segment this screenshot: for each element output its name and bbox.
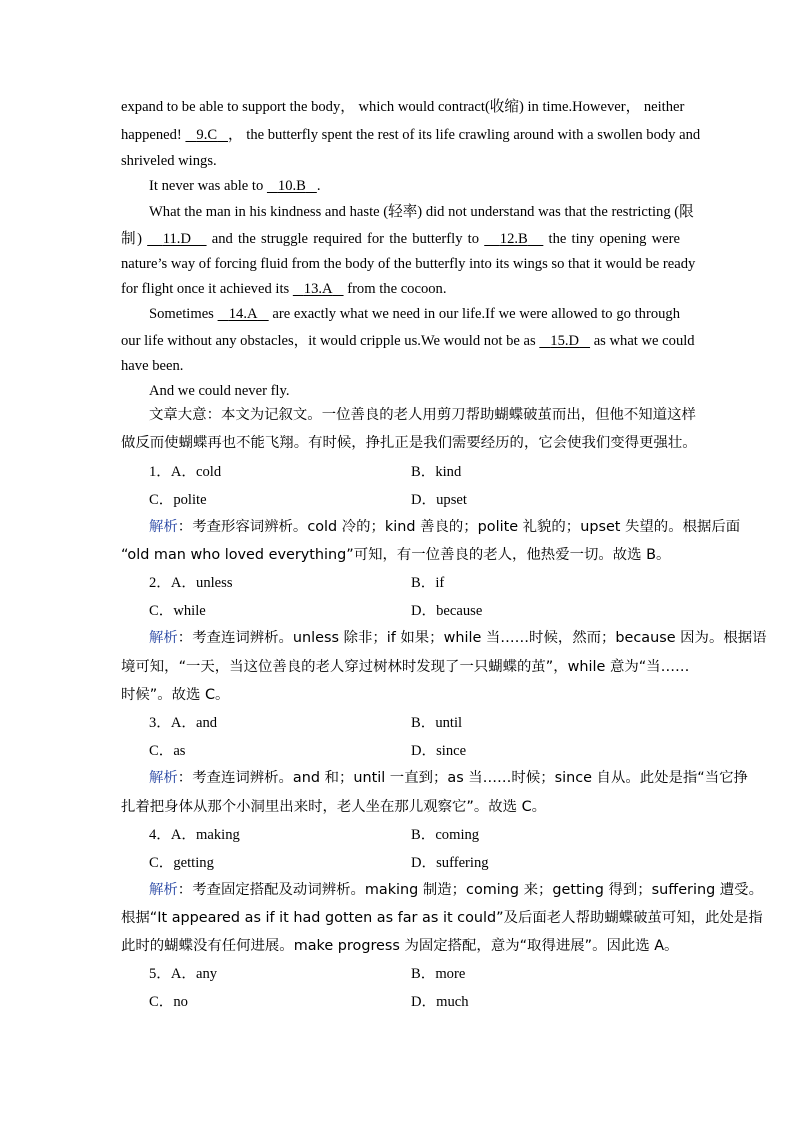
blank-answer-12: 12.B: [499, 231, 528, 247]
option-b: B．if: [411, 575, 445, 591]
passage-line: for flight once it achieved its 13.A from the cocoon.: [121, 281, 447, 297]
option-a: 2．A．unless: [149, 575, 233, 591]
analysis-line: 根据“It appeared as if it had gotten as far as it could”及后面老人帮助蝴蝶破茧可知，此处是指: [121, 910, 763, 926]
analysis-line: “old man who loved everything”可知，有一位善良的老人，他热爱一切。故选 B。: [121, 547, 671, 563]
option-c: C．polite: [149, 492, 207, 508]
blank-answer-15: 15.D: [550, 333, 580, 349]
passage-line: What the man in his kindness and haste (轻率) did not understand was that the restricting (限: [149, 204, 694, 220]
passage-line: our life without any obstacles，it would cripple us.We would not be as 15.D as what we could: [121, 333, 695, 349]
passage-line: Sometimes 14.A are exactly what we need in our life.If we were allowed to go through: [149, 306, 681, 322]
option-d: D．upset: [411, 492, 467, 508]
option-d: D．suffering: [411, 855, 489, 871]
analysis-line: 扎着把身体从那个小洞里出来时，老人坐在那儿观察它”。故选 C。: [121, 799, 547, 815]
analysis-line: 解析：考查连词辨析。unless 除非；if 如果；while 当……时候，然而；because 因为。根据语: [149, 630, 767, 646]
analysis-label: 解析: [149, 770, 178, 786]
summary-line: 做反而使蝴蝶再也不能飞翔。有时候，挣扎正是我们需要经历的，它会使我们变得更强壮。: [121, 435, 697, 451]
option-c: C．while: [149, 603, 206, 619]
option-a: 5．A．any: [149, 966, 218, 982]
blank-answer-10: 10.B: [277, 178, 306, 194]
option-b: B．coming: [411, 827, 480, 843]
blank-answer-11: 11.D: [162, 231, 191, 247]
analysis-line: 解析：考查固定搭配及动词辨析。making 制造；coming 来；getting 得到；suffering 遭受。: [149, 882, 763, 898]
option-d: D．because: [411, 603, 483, 619]
analysis-label: 解析: [149, 882, 178, 898]
option-a: 4．A．making: [149, 827, 240, 843]
passage-line: shriveled wings.: [121, 153, 217, 169]
passage-line: And we could never fly.: [149, 383, 290, 399]
analysis-label: 解析: [149, 519, 178, 535]
blank-answer-14: 14.A: [228, 306, 258, 322]
option-a: 3．A．and: [149, 715, 218, 731]
option-c: C．no: [149, 994, 188, 1010]
option-c: C．as: [149, 743, 186, 759]
passage-line: have been.: [121, 358, 184, 374]
option-b: B．more: [411, 966, 466, 982]
blank-answer-13: 13.A: [303, 281, 333, 297]
passage-line: 制) 11.D and the struggle required for the butterfly to 12.B the tiny opening were: [121, 231, 680, 247]
summary-line: 文章大意：本文为记叙文。一位善良的老人用剪刀帮助蝴蝶破茧而出，但他不知道这样: [149, 407, 696, 423]
blank-answer-9: 9.C: [196, 127, 218, 143]
option-b: B．kind: [411, 464, 462, 480]
analysis-line: 此时的蝴蝶没有任何进展。make progress 为固定搭配，意为“取得进展”。因此选 A。: [121, 938, 679, 954]
option-a: 1．A．cold: [149, 464, 222, 480]
analysis-line: 解析：考查连词辨析。and 和；until 一直到；as 当……时候；since 自从。此处是指“当它挣: [149, 770, 748, 786]
option-d: D．much: [411, 994, 469, 1010]
option-d: D．since: [411, 743, 467, 759]
analysis-line: 解析：考查形容词辨析。cold 冷的；kind 善良的；polite 礼貌的；upset 失望的。根据后面: [149, 519, 741, 535]
passage-line: It never was able to 10.B .: [149, 178, 321, 194]
option-c: C．getting: [149, 855, 214, 871]
passage-line: expand to be able to support the body， which would contract(收缩) in time.However， neither: [121, 99, 685, 115]
passage-line: nature’s way of forcing fluid from the body of the butterfly into its wings so that it would be ready: [121, 256, 696, 272]
analysis-label: 解析: [149, 630, 178, 646]
analysis-line: 时候”。故选 C。: [121, 687, 230, 703]
passage-line: happened! 9.C ， the butterfly spent the rest of its life crawling around with a swollen body and: [121, 127, 701, 143]
analysis-line: 境可知，“一天，当这位善良的老人穿过树林时发现了一只蝴蝶的茧”，while 意为“当……: [121, 659, 690, 675]
option-b: B．until: [411, 715, 463, 731]
